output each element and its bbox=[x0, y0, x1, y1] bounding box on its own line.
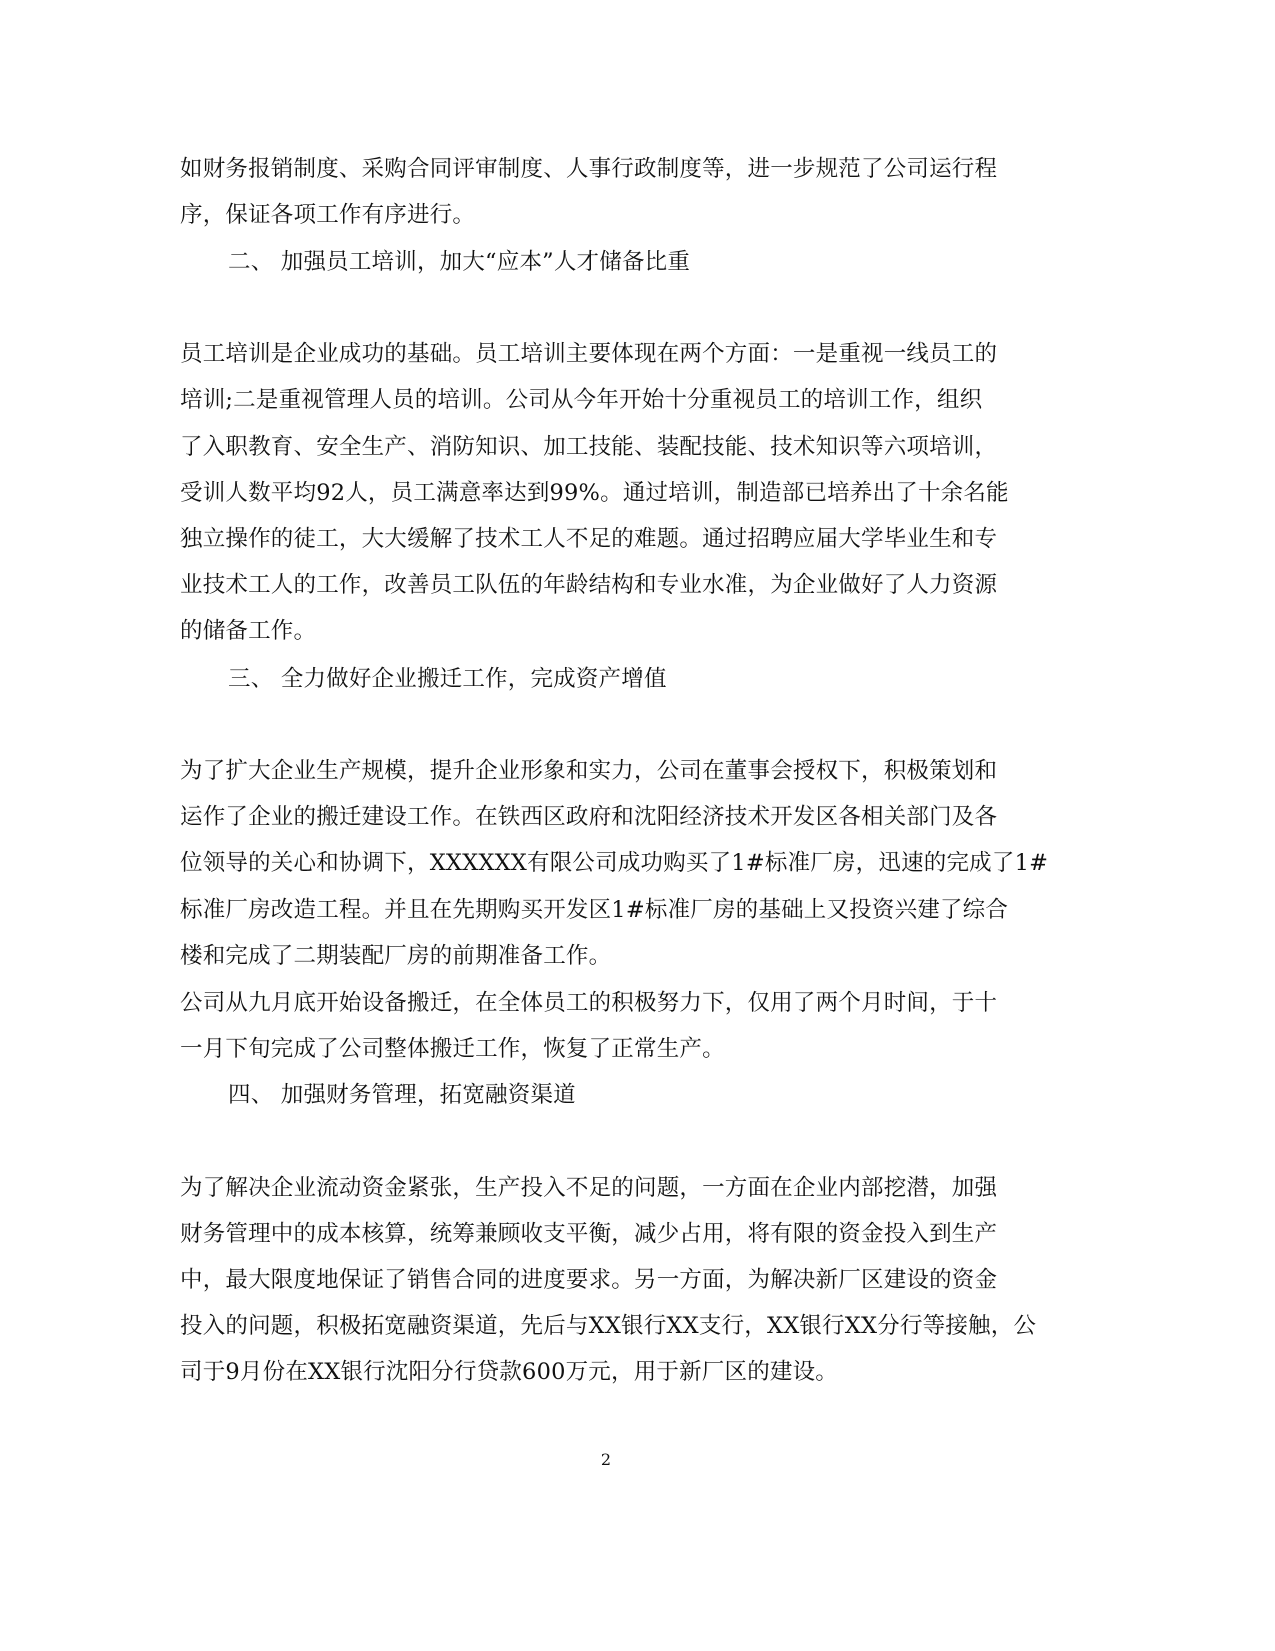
paragraph-line: 业技术工人的工作，改善员工队伍的年龄结构和专业水准，为企业做好了人力资源 bbox=[180, 572, 998, 598]
section-heading: 二、 加强员工培训，加大“应本”人才储备比重 bbox=[228, 249, 691, 275]
paragraph-line: 为了扩大企业生产规模，提升企业形象和实力，公司在董事会授权下，积极策划和 bbox=[180, 758, 998, 784]
paragraph-line: 运作了企业的搬迁建设工作。在铁西区政府和沈阳经济技术开发区各相关部门及各 bbox=[180, 804, 998, 830]
paragraph-line: 了入职教育、安全生产、消防知识、加工技能、装配技能、技术知识等六项培训， bbox=[180, 434, 998, 460]
paragraph-line: 司于9月份在XX银行沈阳分行贷款600万元，用于新厂区的建设。 bbox=[180, 1359, 838, 1385]
paragraph-line: 一月下旬完成了公司整体搬迁工作，恢复了正常生产。 bbox=[180, 1036, 725, 1062]
paragraph-line: 中，最大限度地保证了销售合同的进度要求。另一方面，为解决新厂区建设的资金 bbox=[180, 1267, 998, 1293]
section-heading: 三、 全力做好企业搬迁工作，完成资产增值 bbox=[228, 666, 667, 692]
paragraph-line: 为了解决企业流动资金紧张，生产投入不足的问题，一方面在企业内部挖潜，加强 bbox=[180, 1175, 998, 1201]
paragraph-line: 标准厂房改造工程。并且在先期购买开发区1#标准厂房的基础上又投资兴建了综合 bbox=[180, 897, 1009, 923]
paragraph-line: 位领导的关心和协调下，XXXXXX有限公司成功购买了1#标准厂房，迅速的完成了1# bbox=[180, 850, 1049, 876]
paragraph-line: 的储备工作。 bbox=[180, 618, 317, 644]
paragraph-line: 培训;二是重视管理人员的培训。公司从今年开始十分重视员工的培训工作，组织 bbox=[180, 387, 983, 413]
paragraph-line: 序，保证各项工作有序进行。 bbox=[180, 202, 476, 228]
paragraph-line: 独立操作的徒工，大大缓解了技术工人不足的难题。通过招聘应届大学毕业生和专 bbox=[180, 526, 998, 552]
section-heading: 四、 加强财务管理，拓宽融资渠道 bbox=[228, 1082, 576, 1108]
paragraph-line: 投入的问题，积极拓宽融资渠道，先后与XX银行XX支行，XX银行XX分行等接触，公 bbox=[180, 1313, 1037, 1339]
paragraph-line: 如财务报销制度、采购合同评审制度、人事行政制度等，进一步规范了公司运行程 bbox=[180, 156, 998, 182]
page-number: 2 bbox=[600, 1450, 612, 1469]
paragraph-line: 受训人数平均92人，员工满意率达到99%。通过培训，制造部已培养出了十余名能 bbox=[180, 480, 1009, 506]
paragraph-line: 员工培训是企业成功的基础。员工培训主要体现在两个方面：一是重视一线员工的 bbox=[180, 341, 998, 367]
paragraph-line: 财务管理中的成本核算，统筹兼顾收支平衡，减少占用，将有限的资金投入到生产 bbox=[180, 1221, 998, 1247]
paragraph-line: 楼和完成了二期装配厂房的前期准备工作。 bbox=[180, 943, 612, 969]
paragraph-line: 公司从九月底开始设备搬迁，在全体员工的积极努力下，仅用了两个月时间，于十 bbox=[180, 990, 998, 1016]
